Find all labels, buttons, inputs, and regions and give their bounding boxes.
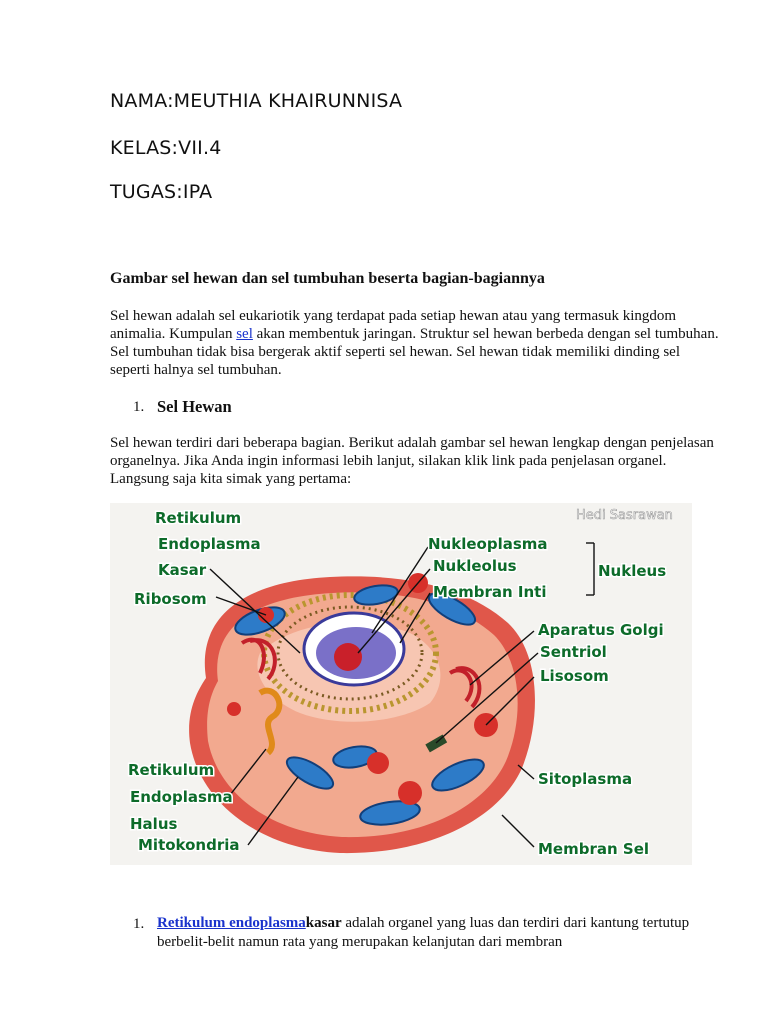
- section-title: Sel Hewan: [157, 397, 232, 416]
- label-retikulum-1: Retikulum: [155, 509, 242, 527]
- label-membran-sel: Membran Sel: [538, 840, 650, 858]
- label-ribosom: Ribosom: [134, 590, 207, 608]
- student-class: KELAS:VII.4: [110, 137, 222, 159]
- article-title: Gambar sel hewan dan sel tumbuhan beserta bagian-bagiannya: [110, 270, 545, 287]
- watermark: Hedi Sasrawan: [576, 508, 673, 523]
- label-nukleolus: Nukleolus: [433, 557, 517, 575]
- intro-text-1: Sel hewan adalah sel eukariotik yang terdapat pada setiap hewan atau yang termasuk kingdom animalia. Kumpulan: [110, 308, 677, 342]
- list-text: adalah organel yang luas dan terdiri dari kantung tertutup berbelit-belit namun rata yang merupakan kelanjutan dari membran: [157, 915, 690, 950]
- list-bold: kasar: [305, 915, 342, 931]
- list-item: [157, 914, 717, 952]
- section-paragraph: Sel hewan terdiri dari beberapa bagian. Berikut adalah gambar sel hewan lengkap dengan penjelasan organelnya. Jika Anda ingin informasi lebih lanjut, silakan klik link pada penjelasan organel. Langsung saja kita simak yang pertama:: [110, 435, 714, 487]
- label-retikulum-2: Retikulum: [128, 761, 215, 779]
- label-mitokondria: Mitokondria: [138, 836, 240, 854]
- label-membran-inti: Membran Inti: [433, 583, 547, 601]
- label-halus: Halus: [130, 815, 178, 833]
- intro-text-2: akan membentuk jaringan. Struktur sel hewan berbeda dengan sel tumbuhan. Sel tumbuhan tidak bisa bergerak aktif seperti sel hewan. Sel hewan tidak memiliki dinding sel seperti halnya sel tumbuhan.: [110, 326, 719, 378]
- label-endoplasma-2: Endoplasma: [130, 788, 233, 806]
- label-sitoplasma: Sitoplasma: [538, 770, 633, 788]
- intro-paragraph: [110, 307, 720, 379]
- label-endoplasma-1: Endoplasma: [158, 535, 261, 553]
- label-nukleoplasma: Nukleoplasma: [428, 535, 548, 553]
- list-number: 1.: [133, 916, 145, 932]
- assignment-subject: TUGAS:IPA: [110, 181, 213, 203]
- animal-cell-diagram: [110, 503, 692, 865]
- section-number: 1.: [133, 399, 145, 415]
- label-lisosom: Lisosom: [540, 667, 609, 685]
- label-nukleus: Nukleus: [598, 562, 667, 580]
- sel-link[interactable]: sel: [236, 326, 253, 342]
- label-sentriol: Sentriol: [540, 643, 607, 661]
- label-kasar: Kasar: [158, 561, 207, 579]
- label-aparatus-golgi: Aparatus Golgi: [538, 621, 664, 639]
- student-name: NAMA:MEUTHIA KHAIRUNNISA: [110, 90, 403, 112]
- retikulum-link[interactable]: Retikulum endoplasma: [157, 915, 306, 931]
